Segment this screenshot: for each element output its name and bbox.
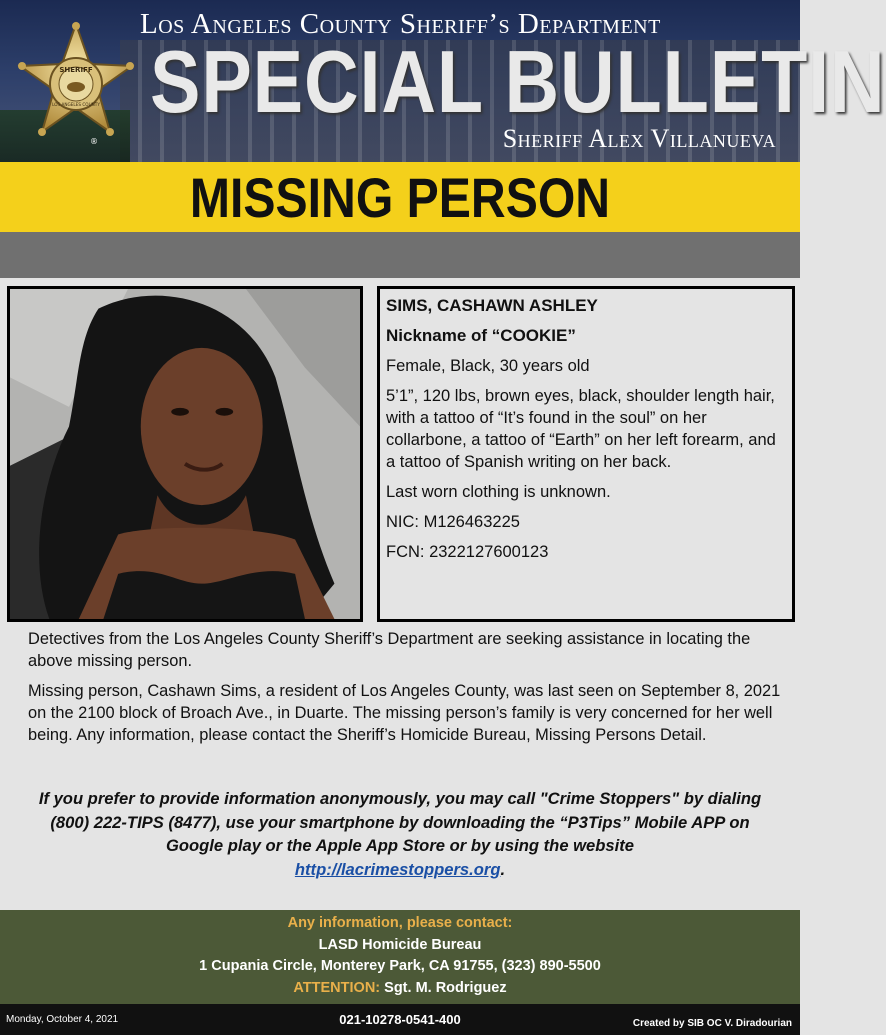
person-clothing: Last worn clothing is unknown. xyxy=(386,483,611,501)
missing-person-title: MISSING PERSON xyxy=(189,166,611,229)
body-paragraph-1: Detectives from the Los Angeles County Sheriff’s Department are seeking assistance in locating the above missing person. xyxy=(28,630,751,670)
header-banner xyxy=(0,0,886,162)
contact-attention xyxy=(0,978,800,1000)
person-name: SIMS, CASHAWN ASHLEY xyxy=(386,296,598,315)
missing-person-photo xyxy=(7,286,363,622)
divider-band xyxy=(0,232,800,278)
crimestoppers-link[interactable]: http://lacrimestoppers.org xyxy=(294,859,501,879)
special-bulletin-title: SPECIAL BULLETIN xyxy=(150,32,886,131)
badge-ring-text: LOS ANGELES COUNTY xyxy=(52,102,100,107)
created-by-credit: Created by SIB OC V. Diradourian xyxy=(632,1018,792,1029)
bulletin-date: Monday, October 4, 2021 xyxy=(6,1014,119,1025)
sheriff-star-badge-icon xyxy=(18,22,134,146)
anonymous-tip-text xyxy=(20,787,780,881)
person-description: 5’1”, 120 lbs, brown eyes, black, shoulder length hair, with a tattoo of “It’s found in the soul” on her collarbone, a tattoo of “Earth” on her left forearm, and a tattoo of Spanish writing on her back. xyxy=(386,387,776,471)
contact-footer xyxy=(0,910,800,1004)
contact-bureau: LASD Homicide Bureau xyxy=(318,936,482,953)
bottom-bar xyxy=(0,1004,800,1035)
bulletin-body xyxy=(28,628,788,754)
person-nic: NIC: M126463225 xyxy=(386,513,520,531)
badge-top-text: SHERIFF xyxy=(59,66,93,74)
person-nickname: Nickname of “COOKIE” xyxy=(386,326,576,345)
contact-heading: Any information, please contact: xyxy=(287,915,513,931)
body-paragraph-2: Missing person, Cashawn Sims, a resident of Los Angeles County, was last seen on September 8, 2021 on the 2100 block of Broach Ave., in Duarte. The missing person’s family is very concerned for her well being. Any information, please contact the Sheriff’s Homicide Bureau, Missing Persons Detail. xyxy=(28,682,781,744)
person-fcn: FCN: 2322127600123 xyxy=(386,543,549,561)
person-details-box xyxy=(377,286,795,622)
sheriff-name: Sheriff Alex Villanueva xyxy=(502,124,776,153)
department-title: Los Angeles County Sheriff’s Department xyxy=(140,8,661,40)
attention-label: ATTENTION: xyxy=(293,979,381,996)
case-number: 021-10278-0541-400 xyxy=(339,1012,461,1027)
contact-address: 1 Cupania Circle, Monterey Park, CA 91755, (323) 890-5500 xyxy=(199,958,601,974)
anonymous-tip-paragraph: If you prefer to provide information anonymously, you may call "Crime Stoppers" by dialing (800) 222-TIPS (8477), use your smartphone by downloading the “P3Tips” Mobile APP on Google play or the Apple App Store or by using the website xyxy=(38,789,762,855)
registered-mark: ® xyxy=(90,137,98,146)
link-suffix: . xyxy=(500,859,506,879)
attention-name: Sgt. M. Rodriguez xyxy=(384,979,507,996)
person-demographics: Female, Black, 30 years old xyxy=(386,357,590,375)
missing-person-banner xyxy=(0,162,800,232)
